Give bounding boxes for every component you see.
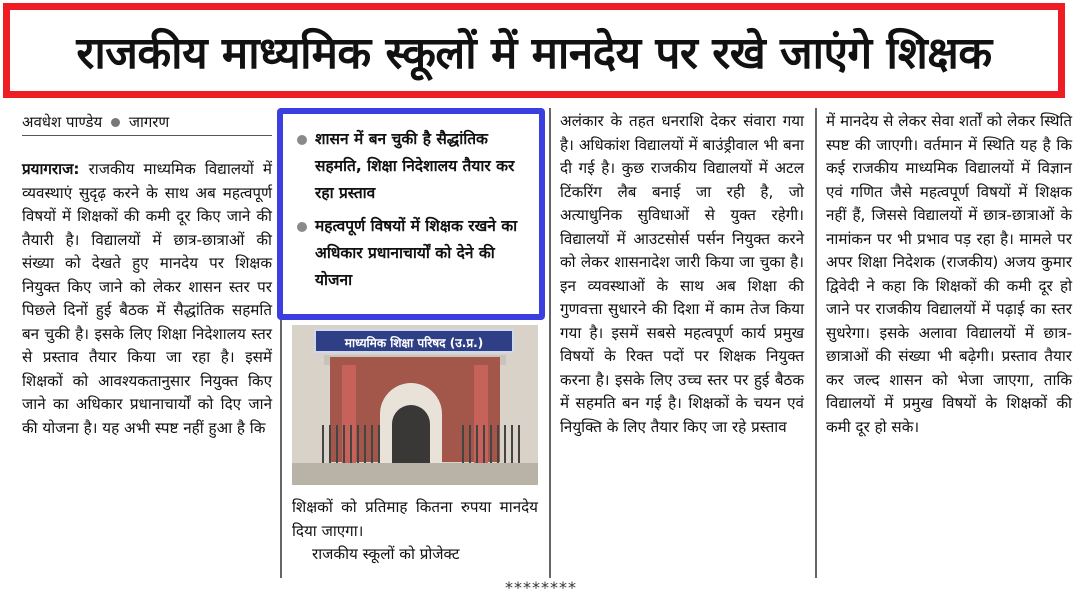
- highlight-box: [277, 108, 545, 320]
- article-column-4: [826, 110, 1072, 439]
- highlight-text: महत्वपूर्ण विषयों में शिक्षक रखने का अधिकार प्रधानाचार्यों को देने की योजना: [315, 217, 518, 289]
- office-sign: माध्यमिक शिक्षा परिषद (उ.प्र.): [314, 329, 514, 353]
- ground: [292, 463, 538, 485]
- byline-source: जागरण: [128, 113, 170, 131]
- column-divider: [815, 108, 817, 578]
- bullet-dot-icon: [111, 118, 120, 127]
- gate: [462, 425, 522, 467]
- article-column-2: [292, 496, 538, 567]
- bullet-dot-icon: [297, 222, 307, 232]
- byline-author: अवधेश पाण्डेय: [22, 113, 103, 131]
- news-photo: [292, 325, 538, 485]
- column-3-text: अलंकार के तहत धनराशि देकर संवारा गया है। अधिकांश विद्यालयों में बाउंड्रीवाल भी बना दी गई है। कुछ राजकीय विद्यालयों में अटल टिंकरिंग लैब बनाई जा रही है, जो अत्याधुनिक सुविधाओं से युक्त रहेगी। विद्यालयों में आउटसोर्स पर्सन नियुक्त करने को लेकर शासनादेश जारी किया जा चुका है। इन व्यवस्थाओं के साथ अब शिक्षा की गुणवत्ता सुधारने की दिशा में काम तेज किया गया है। इसमें सबसे महत्वपूर्ण कार्य प्रमुख विषयों के रिक्त पदों पर शिक्षक नियुक्त करना है। इसके लिए उच्च स्तर पर हुई बैठक में सहमति बन गई है। शिक्षकों के चयन एवं नियुक्ति के लिए तैयार किए जा रहे प्रस्ताव: [560, 112, 804, 436]
- gate: [322, 425, 382, 467]
- headline-box: [3, 3, 1065, 98]
- bullet-dot-icon: [297, 135, 307, 145]
- dateline: प्रयागराज:: [22, 160, 80, 178]
- highlight-item: [297, 213, 529, 294]
- column-4-text: में मानदेय से लेकर सेवा शर्तों को लेकर स्थिति स्पष्ट की जाएगी। वर्तमान में स्थिति यह है कि कई राजकीय माध्यमिक विद्यालयों में विज्ञान एवं गणित जैसे महत्वपूर्ण विषयों में शिक्षक नहीं हैं, जिससे विद्यालयों में छात्र-छात्राओं के नामांकन पर भी प्रभाव पड़ रहा है। मामले पर अपर शिक्षा निदेशक (राजकीय) अजय कुमार द्विवेदी ने कहा कि शिक्षकों की कमी दूर हो जाने पर राजकीय विद्यालयों में पढ़ाई का स्तर सुधरेगा। इसके अलावा विद्यालयों में छात्र-छात्राओं की संख्या भी बढ़ेगी। प्रस्ताव तैयार कर जल्द शासन को भेजा जाएगा, ताकि विद्यालयों में प्रमुख विषयों के शिक्षकों की कमी दूर हो सके।: [826, 112, 1072, 436]
- byline: [22, 112, 272, 136]
- article-column-1: [22, 158, 272, 440]
- highlight-text: शासन में बन चुकी है सैद्धांतिक सहमति, शिक्षा निदेशालय तैयार कर रहा प्रस्ताव: [315, 130, 515, 202]
- column-1-text: राजकीय माध्यमिक विद्यालयों में व्यवस्थाएं सुदृढ़ करने के साथ अब महत्वपूर्ण विषयों में शिक्षकों की कमी दूर किए जाने की तैयारी है। विद्यालयों में छात्र-छात्राओं की संख्या को देखते हुए मानदेय पर शिक्षक नियुक्त किए जाने को लेकर शासन स्तर पर पिछले दिनों हुई बैठक में सैद्धांतिक सहमति बन चुकी है। इसके लिए शिक्षा निदेशालय स्तर से प्रस्ताव तैयार किया जा रहा है। इसमें शिक्षकों को आवश्यकतानुसार नियुक्त किए जाने का अधिकार प्रधानाचार्यों को दिए जाने की योजना है। यह अभी स्पष्ट नहीं हुआ है कि: [22, 160, 272, 437]
- end-mark: ********: [505, 578, 577, 597]
- highlight-item: [297, 126, 529, 207]
- article-column-3: [560, 110, 804, 439]
- building-door: [392, 405, 430, 463]
- headline: राजकीय माध्यमिक स्कूलों में मानदेय पर रखे जाएंगे शिक्षक: [76, 27, 992, 79]
- column-2-paragraph: शिक्षकों को प्रतिमाह कितना रुपया मानदेय दिया जाएगा।: [292, 498, 538, 540]
- column-2-paragraph: राजकीय स्कूलों को प्रोजेक्ट: [312, 545, 460, 563]
- column-divider: [549, 108, 551, 578]
